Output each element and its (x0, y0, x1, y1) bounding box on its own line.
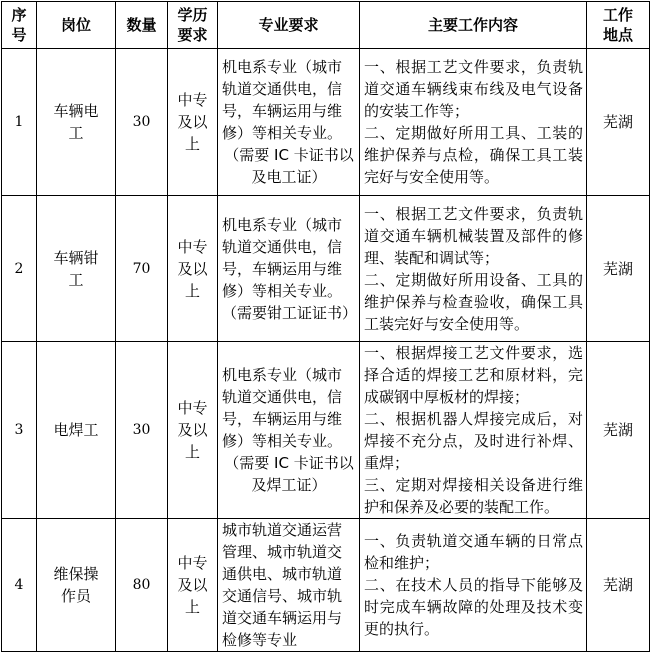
cell-position: 电焊工 (37, 342, 116, 519)
cell-count: 30 (116, 342, 168, 519)
cell-location: 芜湖 (587, 519, 650, 652)
major-note: （需要 IC 卡证书以及焊工证） (224, 454, 354, 494)
header-position: 岗位 (37, 2, 116, 49)
table-row (2, 49, 650, 196)
major-note: （需要 IC 卡证书以及电工证） (224, 146, 354, 186)
duty-item: 一、根据焊接工艺文件要求，选择合适的焊接工艺和原材料，完成碳钢中厚板材的焊接； (364, 344, 583, 406)
cell-major (218, 519, 360, 652)
major-note: （需要钳工证证书） (222, 303, 358, 322)
cell-education: 中专及以上 (168, 342, 218, 519)
cell-education: 中专及以上 (168, 49, 218, 196)
header-location: 工作地点 (587, 2, 650, 49)
cell-position: 车辆钳工 (37, 196, 116, 342)
major-text: 机电系专业（城市轨道交通供电，信号，车辆运用与维修）等相关专业。 (222, 215, 343, 300)
cell-count: 80 (116, 519, 168, 652)
header-row (2, 2, 650, 49)
cell-major (218, 49, 360, 196)
header-seq: 序号 (2, 2, 37, 49)
duty-item: 一、负责轨道交通车辆的日常点检和维护； (364, 532, 583, 572)
table-row (2, 519, 650, 652)
major-text: 机电系专业（城市轨道交通供电，信号，车辆运用与维修）等相关专业。 (222, 366, 343, 450)
duty-item: 一、根据工艺文件要求，负责轨道交通车辆机械装置及部件的修理、装配和调试等； (364, 204, 583, 267)
cell-location: 芜湖 (587, 49, 650, 196)
cell-seq: 2 (2, 196, 37, 342)
cell-location: 芜湖 (587, 196, 650, 342)
cell-seq: 3 (2, 342, 37, 519)
major-text: 机电系专业（城市轨道交通供电，信号，车辆运用与维修）等相关专业。 (222, 58, 343, 142)
duty-item: 二、在技术人员的指导下能够及时完成车辆故障的处理及技术变更的执行。 (364, 576, 583, 638)
major-text: 城市轨道交通运营管理、城市轨道交通供电、城市轨道交通信号、城市轨道交通车辆运用与检修等专业 (222, 521, 343, 649)
header-education: 学历要求 (168, 2, 218, 49)
duty-item: 一、根据工艺文件要求，负责轨道交通车辆线束布线及电气设备的安装工作等； (364, 58, 583, 120)
cell-count: 30 (116, 49, 168, 196)
table-row (2, 342, 650, 519)
cell-education: 中专及以上 (168, 519, 218, 652)
duty-item: 三、定期对焊接相关设备进行维护和保养及必要的装配工作。 (364, 476, 583, 516)
cell-major (218, 196, 360, 342)
cell-position: 车辆电工 (37, 49, 116, 196)
cell-duties (360, 342, 587, 519)
cell-duties (360, 519, 587, 652)
cell-count: 70 (116, 196, 168, 342)
cell-seq: 1 (2, 49, 37, 196)
cell-position: 维保操作员 (37, 519, 116, 652)
cell-duties (360, 49, 587, 196)
table-row (2, 196, 650, 342)
header-count: 数量 (116, 2, 168, 49)
cell-duties (360, 196, 587, 342)
recruitment-table (1, 1, 650, 652)
cell-location: 芜湖 (587, 342, 650, 519)
duty-item: 二、定期做好所用工具、工装的维护保养与点检，确保工具工装完好与安全使用等。 (364, 124, 583, 186)
cell-education: 中专及以上 (168, 196, 218, 342)
cell-seq: 4 (2, 519, 37, 652)
duty-item: 二、根据机器人焊接完成后，对焊接不充分点，及时进行补焊、重焊； (364, 410, 583, 472)
header-major: 专业要求 (218, 2, 360, 49)
duty-item: 二、定期做好所用设备、工具的维护保养与检查验收，确保工具工装完好与安全使用等。 (364, 270, 583, 333)
header-duties: 主要工作内容 (360, 2, 587, 49)
cell-major (218, 342, 360, 519)
